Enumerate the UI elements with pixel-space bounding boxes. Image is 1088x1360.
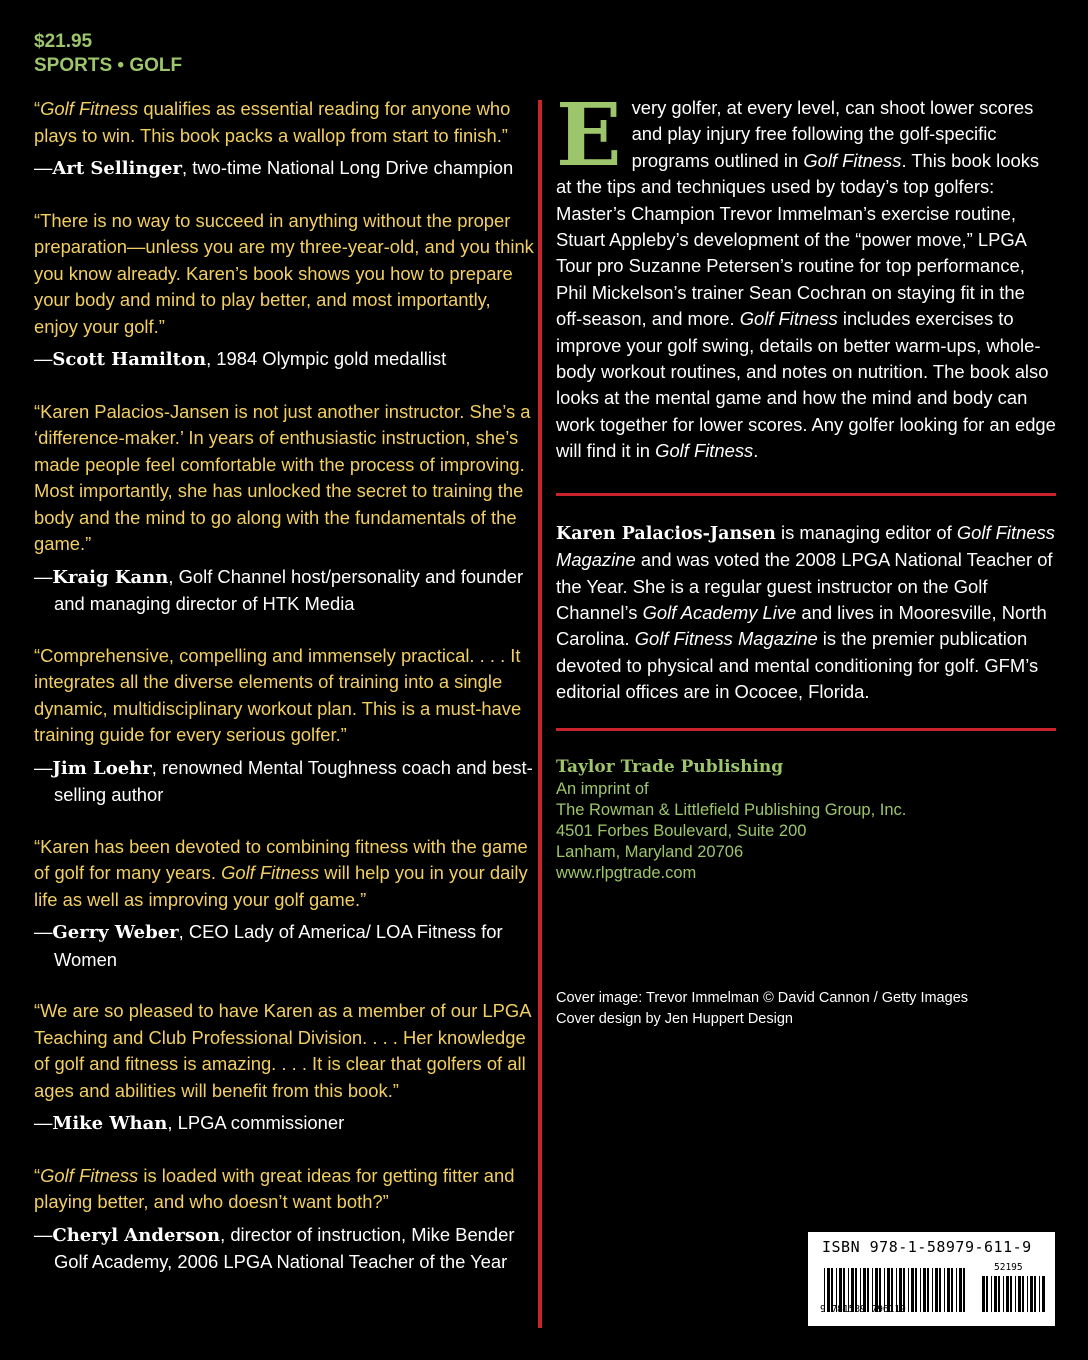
price-category-block [34,30,182,78]
testimonial-author: Mike Whan [52,1113,168,1134]
testimonial-author: Scott Hamilton [52,349,207,370]
testimonial-attribution: —Mike Whan, LPGA commissioner [34,1112,345,1134]
barcode-bar [956,1268,957,1312]
testimonial [34,998,534,1138]
testimonial-quote: “Golf Fitness is loaded with great ideas for getting fitter and playing better, and who doesn’t want both?” [34,1164,515,1212]
testimonial-attribution: —Gerry Weber, CEO Lady of America/ LOA Fitness for Women [34,921,503,970]
barcode-bar [986,1276,988,1312]
barcode-bar [1030,1276,1033,1312]
barcode-bar [959,1268,962,1312]
barcode-bar [1027,1276,1028,1312]
testimonial-attribution: —Art Sellinger, two-time National Long Drive champion [34,157,514,179]
isbn-barcode [808,1232,1055,1326]
testimonial-attribution: —Scott Hamilton, 1984 Olympic gold medallist [34,348,447,370]
barcode-bar [911,1268,914,1312]
barcode-bar [920,1268,921,1312]
barcode-bar [923,1268,926,1312]
barcode-bar [927,1268,929,1312]
testimonial-quote: “We are so pleased to have Karen as a member of our LPGA Teaching and Club Professional Division. . . . Her knowledge of golf and fitness is amazing. . . . It is clear that golfers of all ages and abilities will benefit from this book.” [34,1000,531,1101]
barcode-bar [994,1276,997,1312]
author-bio: Karen Palacios-Jansen is managing editor of Golf Fitness Magazine and was voted the 2008 LPGA National Teacher of the Year. She is a regular guest instructor on the Golf Channel’s Golf Academy Live and lives in Mooresville, North Carolina. Golf Fitness Magazine is the premier publication devoted to physical and mental conditioning for golf. GFM’s editorial offices are in Ococee, Florida. [556,521,1055,703]
barcode-bar [944,1268,945,1312]
testimonial-author: Cheryl Anderson [52,1224,221,1246]
testimonial-quote: “Comprehensive, compelling and immensely practical. . . . It integrates all the diverse elements of training into a single dynamic, multidisciplinary workout plan. This is a must-have training guide for every serious golfer.” [34,644,522,745]
barcode-bar [982,1276,985,1312]
drop-cap: E [556,85,622,186]
barcode-bar [1010,1276,1012,1312]
barcode-bar [991,1276,992,1312]
testimonial-quote: “Karen Palacios-Jansen is not just another instructor. She’s a ‘difference-maker.’ In years of enthusiastic instruction, she’s made people feel comfortable with the process of improving. Most importantly, she has unlocked the secret to training the body and the mind to go along with the fundamentals of the game.” [34,400,531,554]
barcode-bar [939,1268,941,1312]
barcode-bar [1018,1276,1021,1312]
right-column [556,85,1056,1030]
testimonial-quote: “Karen has been devoted to combining fitness with the game of golf for many years. Golf Fitness will help you in your daily life as well as improving your golf game.” [34,835,528,910]
testimonial [34,643,534,809]
testimonial [34,399,534,618]
barcode-bar [935,1268,938,1312]
isbn-label: ISBN 978-1-58979-611-9 [822,1238,1032,1256]
testimonial-attribution: —Kraig Kann, Golf Channel host/personality and founder and managing director of HTK Media [34,565,524,614]
testimonial-attribution: —Jim Loehr, renowned Mental Toughness coach and best-selling author [34,756,533,805]
cover-credits [556,988,1056,1030]
publisher-line: An imprint of [556,779,649,798]
barcode-bar [1042,1276,1045,1312]
barcode-bar [963,1268,965,1312]
category-label: SPORTS • GOLF [34,55,183,76]
testimonial [34,1163,534,1276]
barcode-bar [1006,1276,1009,1312]
testimonial-author: Jim Loehr [52,757,152,779]
testimonials-column [34,96,534,1301]
publisher-line: Lanham, Maryland 20706 [556,842,744,861]
publisher-name: Taylor Trade Publishing [556,756,784,777]
credit-line: Cover design by Jen Huppert Design [556,1010,793,1027]
testimonial [34,208,534,374]
barcode-digits: 9 781589 796119 [820,1304,906,1315]
barcode-supplement: 52195 [994,1262,1023,1273]
barcode-bar [915,1268,917,1312]
vertical-divider [538,100,542,1328]
barcode-bar [951,1268,953,1312]
publisher-line: 4501 Forbes Boulevard, Suite 200 [556,821,807,840]
barcode-bar [947,1268,950,1312]
testimonial [34,96,534,183]
supplement-bars [982,1276,1045,1312]
barcode-bar [1039,1276,1040,1312]
testimonial-author: Gerry Weber [52,922,179,943]
testimonial-quote: “There is no way to succeed in anything without the proper preparation—unless you are my three-year-old, and you think you know already. Karen’s book shows you how to prepare your body and mind to play better, and most importantly, enjoy your golf.” [34,209,534,337]
barcode-bar [1022,1276,1024,1312]
barcode-bar [932,1268,933,1312]
author-name: Karen Palacios-Jansen [556,523,776,544]
publisher-line: The Rowman & Littlefield Publishing Group, Inc. [556,800,907,819]
barcode-bar [1034,1276,1036,1312]
price-label: $21.95 [34,31,93,52]
barcode-bar [998,1276,1000,1312]
credit-line: Cover image: Trevor Immelman © David Cannon / Getty Images [556,989,969,1006]
publisher-block [556,755,1056,884]
testimonial-attribution: —Cheryl Anderson, director of instruction, Mike Bender Golf Academy, 2006 LPGA National Teacher of the Year [34,1223,515,1272]
barcode-bar [908,1268,909,1312]
testimonial [34,834,534,974]
horizontal-divider [556,493,1056,496]
testimonial-quote: “Golf Fitness qualifies as essential reading for anyone who plays to win. This book packs a wallop from start to finish.” [34,98,511,146]
publisher-website: www.rlpgtrade.com [556,863,697,882]
barcode-bar [1003,1276,1004,1312]
testimonial-author: Art Sellinger [52,158,182,179]
horizontal-divider [556,728,1056,731]
book-description: Every golfer, at every level, can shoot lower scores and play injury free following the golf-specific programs outlined in Golf Fitness. This book looks at the tips and techniques used by today’s top golfers: Master’s Champion Trevor Immelman’s exercise routine, Stuart Appleby’s development of the “power move,” LPGA Tour pro Suzanne Petersen’s routine for top performance, Phil Mickelson’s trainer Sean Cochran on staying fit in the off-season, and more. Golf Fitness includes exercises to improve your golf swing, details on better warm-ups, whole-body workout routines, and notes on nutrition. The book also looks at the mental game and how the mind and body can work together for lower scores. Any golfer looking for an edge will find it in Golf Fitness. [556,85,1056,462]
barcode-bar [1015,1276,1016,1312]
testimonial-author: Kraig Kann [52,566,169,588]
